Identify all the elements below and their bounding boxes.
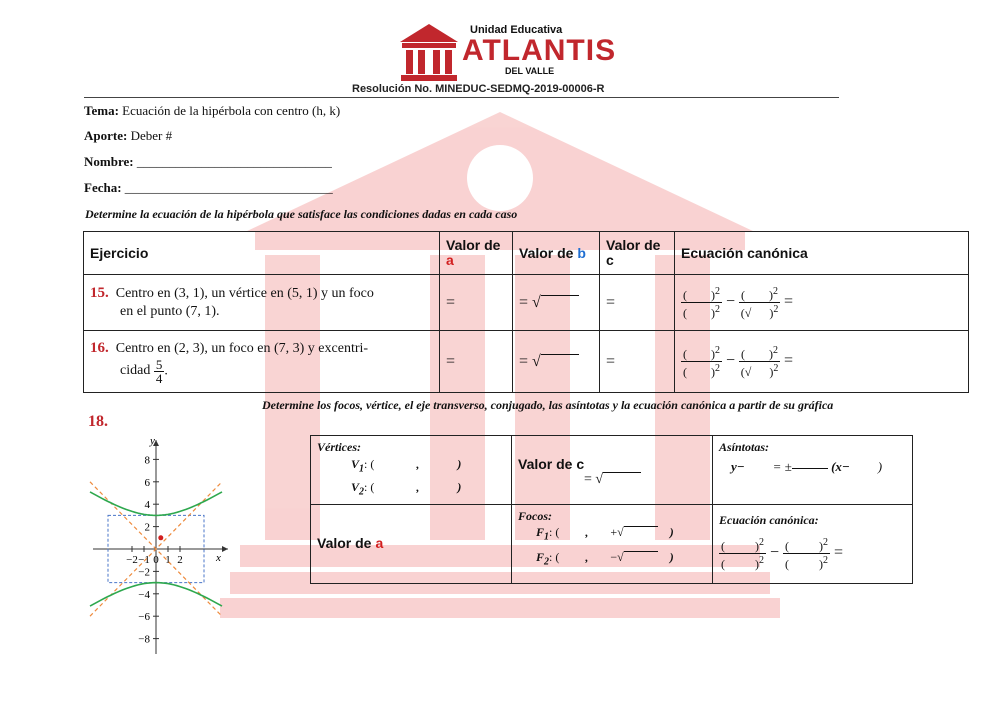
answer-c-16[interactable]: =	[600, 331, 675, 393]
valor-c-cell[interactable]: Valor de c = √	[512, 436, 713, 505]
x-arrow-icon	[222, 546, 228, 552]
tema-line	[84, 103, 340, 119]
valor-a-cell[interactable]: Valor de a	[311, 505, 512, 584]
institution-top: Unidad Educativa	[470, 24, 563, 36]
aporte-line	[84, 128, 172, 144]
vertices-cell[interactable]: Vértices: $V_1$: ( , ) $V_2$: ( , )	[311, 436, 512, 505]
focos-cell[interactable]: Focos: $F_1$: ( , +√ ) $F_2$: ( , −√ )	[512, 505, 713, 584]
header-valor-a: Valor de a	[440, 232, 513, 275]
y-tick-label: −6	[138, 611, 150, 624]
temple-logo-icon	[398, 22, 460, 82]
fecha-line[interactable]	[84, 180, 333, 196]
aporte-value: Deber #	[130, 128, 173, 143]
asintotas-cell[interactable]: Asíntotas: y− = ± (x− )	[713, 436, 913, 505]
y-tick-label: −4	[138, 588, 150, 601]
y-tick-label: 8	[144, 454, 150, 467]
y-tick-label: −8	[138, 633, 150, 646]
answer-canonica-15[interactable]: $\frac{( )^2}{( )^2}$ − $\frac{( )^2}{(√ )^2}$ =	[675, 275, 969, 331]
x-tick-label: 2	[177, 554, 183, 566]
nombre-label: Nombre:	[84, 154, 134, 169]
hyperbola-graph	[88, 432, 238, 657]
answer-a-15[interactable]: =	[440, 275, 513, 331]
problem-18-table	[310, 435, 913, 584]
answer-b-15[interactable]: = √	[513, 275, 600, 331]
fecha-label: Fecha:	[84, 180, 122, 195]
table-row	[84, 275, 969, 331]
header-valor-b: Valor de b	[513, 232, 600, 275]
tema-value: Ecuación de la hipérbola con centro (h, k)	[122, 103, 341, 118]
y-axis-label: y	[150, 435, 155, 447]
header-ejercicio: Ejercicio	[84, 232, 440, 275]
center-point	[158, 535, 163, 540]
exercise-16: 16. Centro en (2, 3), un foco en (7, 3) y excentri- cidad $\frac{5}{4}$ .	[84, 331, 440, 393]
instruction-1: Determine la ecuación de la hipérbola que satisface las condiciones dadas en cada caso	[85, 207, 518, 221]
x-tick-label: −1	[138, 554, 150, 566]
x-axis-label: x	[216, 552, 221, 564]
nombre-line[interactable]	[84, 154, 332, 170]
x-tick-label: −2	[126, 554, 138, 566]
fecha-field[interactable]: ________________________________	[124, 180, 333, 195]
tema-label: Tema:	[84, 103, 119, 118]
resolution-text: Resolución No. MINEDUC-SEDMQ-2019-00006-R	[352, 83, 605, 95]
y-tick-label: 2	[144, 521, 150, 534]
table-header-row	[84, 232, 969, 275]
y-tick-label: 4	[144, 499, 150, 512]
table-row	[84, 331, 969, 393]
x-tick-label: 1	[165, 554, 171, 566]
instruction-2: Determine los focos, vértice, el eje transverso, conjugado, las asíntotas y la ecuación canónica a partir de su gráfica	[262, 398, 834, 412]
exercise-table	[83, 231, 969, 393]
header-divider	[84, 97, 839, 98]
answer-b-16[interactable]: = √	[513, 331, 600, 393]
institution-name: ATLANTIS	[462, 34, 617, 67]
table-row	[311, 505, 913, 584]
y-tick-label: 6	[144, 476, 150, 489]
header-valor-c: Valor de c	[600, 232, 675, 275]
answer-a-16[interactable]: =	[440, 331, 513, 393]
answer-canonica-16[interactable]: $\frac{( )^2}{( )^2}$ − $\frac{( )^2}{(√ )^2}$ =	[675, 331, 969, 393]
canonica-cell[interactable]: Ecuación canónica: $\frac{( )^2}{( )^2}$ − $\frac{( )^2}{( )^2}$ =	[713, 505, 913, 584]
answer-c-15[interactable]: =	[600, 275, 675, 331]
header-canonica: Ecuación canónica	[675, 232, 969, 275]
aporte-label: Aporte:	[84, 128, 128, 143]
x-tick-label: 0	[153, 554, 159, 566]
y-tick-label: −2	[138, 566, 150, 579]
table-row	[311, 436, 913, 505]
institution-sub: DEL VALLE	[505, 66, 555, 76]
nombre-field[interactable]: ______________________________	[136, 154, 332, 169]
problem-18-number: 18.	[88, 413, 108, 430]
exercise-15: 15. Centro en (3, 1), un vértice en (5, 1) y un foco en el punto (7, 1).	[84, 275, 440, 331]
